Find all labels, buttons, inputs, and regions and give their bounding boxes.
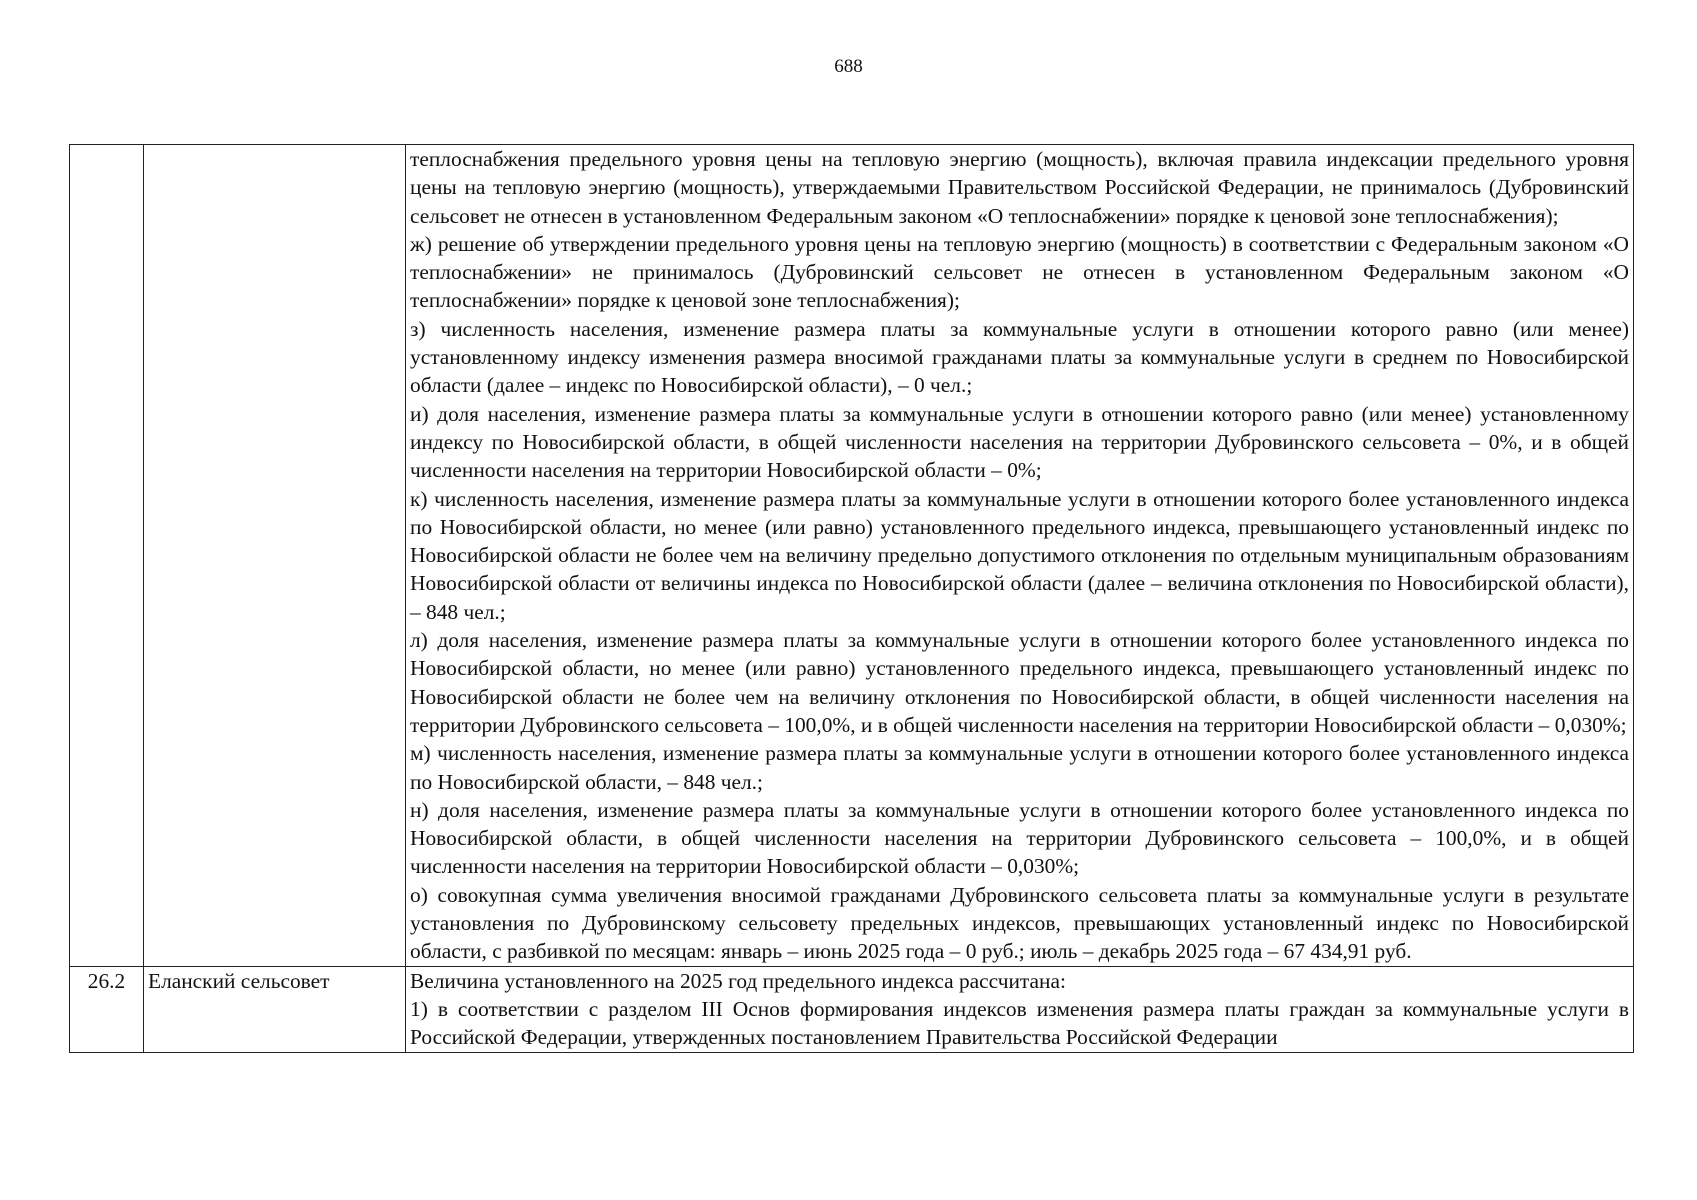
paragraph: к) численность населения, изменение размера платы за коммунальные услуги в отношении которого более установленного индекса по Новосибирской области, но менее (или равно) установленного предельного индекса, превышающего установленный индекс по Новосибирской области не более чем на величину предельно допустимого отклонения по отдельным муниципальным образованиям Новосибирской области от величины индекса по Новосибирской области (далее – величина отклонения по Новосибирской области), – 848 чел.; bbox=[410, 486, 1629, 624]
paragraph: л) доля населения, изменение размера платы за коммунальные услуги в отношении которого более установленного индекса по Новосибирской области, но менее (или равно) установленного предельного индекса, превышающего установленный индекс по Новосибирской области не более чем на величину отклонения по Новосибирской области, в общей численности населения на территории Дубровинского сельсовета – 100,0%, и в общей численности населения на территории Новосибирской области – 0,030%; bbox=[410, 628, 1629, 737]
paragraph: Величина установленного на 2025 год предельного индекса рассчитана: bbox=[410, 968, 1066, 993]
paragraph: м) численность населения, изменение размера платы за коммунальные услуги в отношении которого более установленного индекса по Новосибирской области, – 848 чел.; bbox=[410, 741, 1629, 794]
row-number-cell: 26.2 bbox=[70, 966, 144, 1052]
municipality-name-cell bbox=[144, 145, 406, 967]
paragraph: теплоснабжения предельного уровня цены на тепловую энергию (мощность), включая правила индексации предельного уровня цены на тепловую энергию (мощность), утверждаемыми Правительством Российской Федерации, не принималось (Дубровинский сельсовет не отнесен в установленном Федеральным законом «О теплоснабжении» порядке к ценовой зоне теплоснабжения); bbox=[410, 147, 1629, 228]
document-table bbox=[69, 144, 1634, 1053]
page-number: 688 bbox=[834, 56, 863, 77]
municipality-name-cell: Еланский сельсовет bbox=[144, 966, 406, 1052]
paragraph: н) доля населения, изменение размера платы за коммунальные услуги в отношении которого более установленного индекса по Новосибирской области, в общей численности населения на территории Дубровинского сельсовета – 100,0%, и в общей численности населения на территории Новосибирской области – 0,030%; bbox=[410, 797, 1629, 879]
paragraph: и) доля населения, изменение размера платы за коммунальные услуги в отношении которого равно (или менее) установленному индексу по Новосибирской области, в общей численности населения на территории Дубровинского сельсовета – 0%, и в общей численности населения на территории Новосибирской области – 0%; bbox=[410, 401, 1629, 483]
paragraph: ж) решение об утверждении предельного уровня цены на тепловую энергию (мощность) в соответствии с Федеральным законом «О теплоснабжении» не принималось (Дубровинский сельсовет не отнесен в установленном Федеральным законом «О теплоснабжении» порядке к ценовой зоне теплоснабжения); bbox=[410, 231, 1629, 313]
row-content-cell bbox=[406, 966, 1634, 1052]
row-content-cell bbox=[406, 145, 1634, 967]
row-number-cell bbox=[70, 145, 144, 967]
paragraph: 1) в соответствии с разделом III Основ формирования индексов изменения размера платы граждан за коммунальные услуги в Российской Федерации, утвержденных постановлением Правительства Российской Федерации bbox=[410, 996, 1629, 1050]
paragraph: о) совокупная сумма увеличения вносимой гражданами Дубровинского сельсовета платы за коммунальные услуги в результате установления по Дубровинскому сельсовету предельных индексов, превышающих установленный индекс по Новосибирской области, с разбивкой по месяцам: январь – июнь 2025 года – 0 руб.; июль – декабрь 2025 года – 67 434,91 руб. bbox=[410, 882, 1629, 964]
table-row bbox=[70, 145, 1634, 967]
table-row bbox=[70, 966, 1634, 1052]
paragraph: з) численность населения, изменение размера платы за коммунальные услуги в отношении которого равно (или менее) установленному индексу изменения размера вносимой гражданами платы за коммунальные услуги в среднем по Новосибирской области (далее – индекс по Новосибирской области), – 0 чел.; bbox=[410, 316, 1629, 398]
